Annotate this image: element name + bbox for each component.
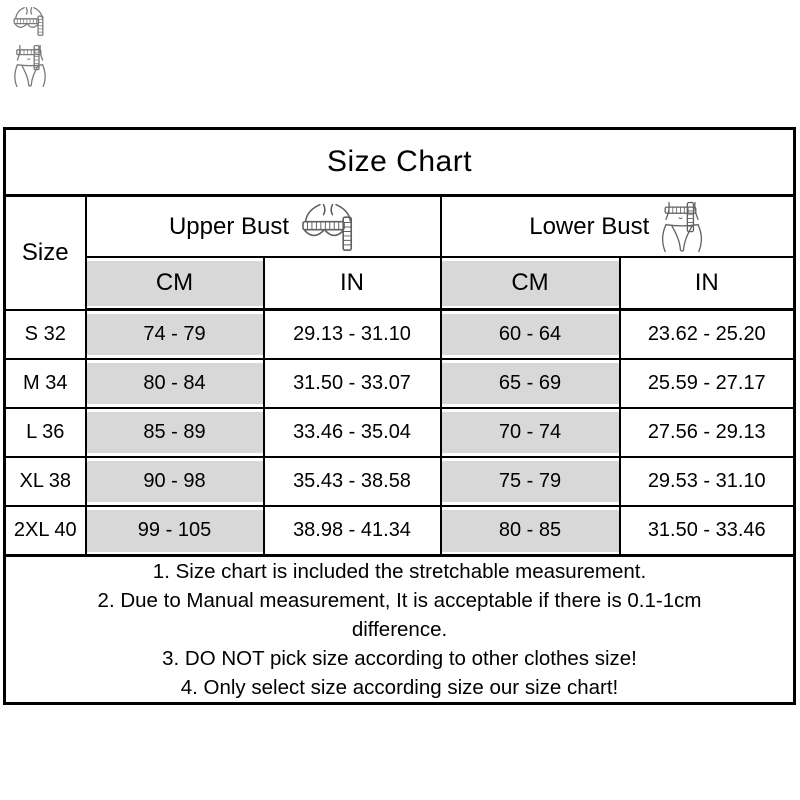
lower-bust-label: Lower Bust <box>529 212 650 240</box>
upper-cm-cell: 85 - 89 <box>86 408 264 457</box>
lower-cm-cell: 70 - 74 <box>441 408 620 457</box>
upper-cm-cell: 80 - 84 <box>86 359 264 408</box>
unit-header-upper-cm: CM <box>86 257 264 310</box>
table-row <box>5 359 795 408</box>
top-decor-icons <box>12 4 48 88</box>
notes-section <box>5 556 795 704</box>
upper-cm-cell: 90 - 98 <box>86 457 264 506</box>
size-cell: S 32 <box>5 310 86 360</box>
unit-header-upper-in: IN <box>264 257 441 310</box>
lower-in-cell: 31.50 - 33.46 <box>620 506 795 556</box>
note-line-3: 3. DO NOT pick size according to other clothes size! <box>162 647 637 670</box>
unit-header-lower-cm: CM <box>441 257 620 310</box>
note-line-4: 4. Only select size according size our size chart! <box>180 676 619 699</box>
upper-cm-cell: 99 - 105 <box>86 506 264 556</box>
column-header-size: Size <box>5 196 86 310</box>
size-chart-table <box>3 127 796 705</box>
bust-measure-icon <box>12 4 46 40</box>
upper-in-cell: 35.43 - 38.58 <box>264 457 441 506</box>
table-row <box>5 506 795 556</box>
upper-in-cell: 29.13 - 31.10 <box>264 310 441 360</box>
lower-cm-cell: 60 - 64 <box>441 310 620 360</box>
upper-in-cell: 33.46 - 35.04 <box>264 408 441 457</box>
note-line-2: 2. Due to Manual measurement, It is acceptable if there is 0.1-1cm <box>97 589 702 612</box>
bust-measure-icon <box>299 202 357 259</box>
table-row <box>5 457 795 506</box>
table-row <box>5 408 795 457</box>
lower-cm-cell: 65 - 69 <box>441 359 620 408</box>
lower-cm-cell: 80 - 85 <box>441 506 620 556</box>
lower-in-cell: 29.53 - 31.10 <box>620 457 795 506</box>
unit-header-lower-in: IN <box>620 257 795 310</box>
column-group-upper-bust <box>86 196 441 258</box>
size-cell: 2XL 40 <box>5 506 86 556</box>
note-line-1: 1. Size chart is included the stretchable measurement. <box>152 560 647 583</box>
size-cell: L 36 <box>5 408 86 457</box>
lower-in-cell: 25.59 - 27.17 <box>620 359 795 408</box>
table-row <box>5 310 795 360</box>
hip-measure-icon <box>12 44 48 88</box>
lower-in-cell: 27.56 - 29.13 <box>620 408 795 457</box>
lower-in-cell: 23.62 - 25.20 <box>620 310 795 360</box>
size-cell: XL 38 <box>5 457 86 506</box>
upper-bust-label: Upper Bust <box>168 212 290 240</box>
size-cell: M 34 <box>5 359 86 408</box>
hip-measure-icon <box>659 201 705 260</box>
size-chart-title: Size Chart <box>5 129 795 196</box>
note-line-2-cont: difference. <box>351 618 448 641</box>
upper-in-cell: 38.98 - 41.34 <box>264 506 441 556</box>
upper-cm-cell: 74 - 79 <box>86 310 264 360</box>
column-group-lower-bust <box>441 196 795 258</box>
lower-cm-cell: 75 - 79 <box>441 457 620 506</box>
upper-in-cell: 31.50 - 33.07 <box>264 359 441 408</box>
